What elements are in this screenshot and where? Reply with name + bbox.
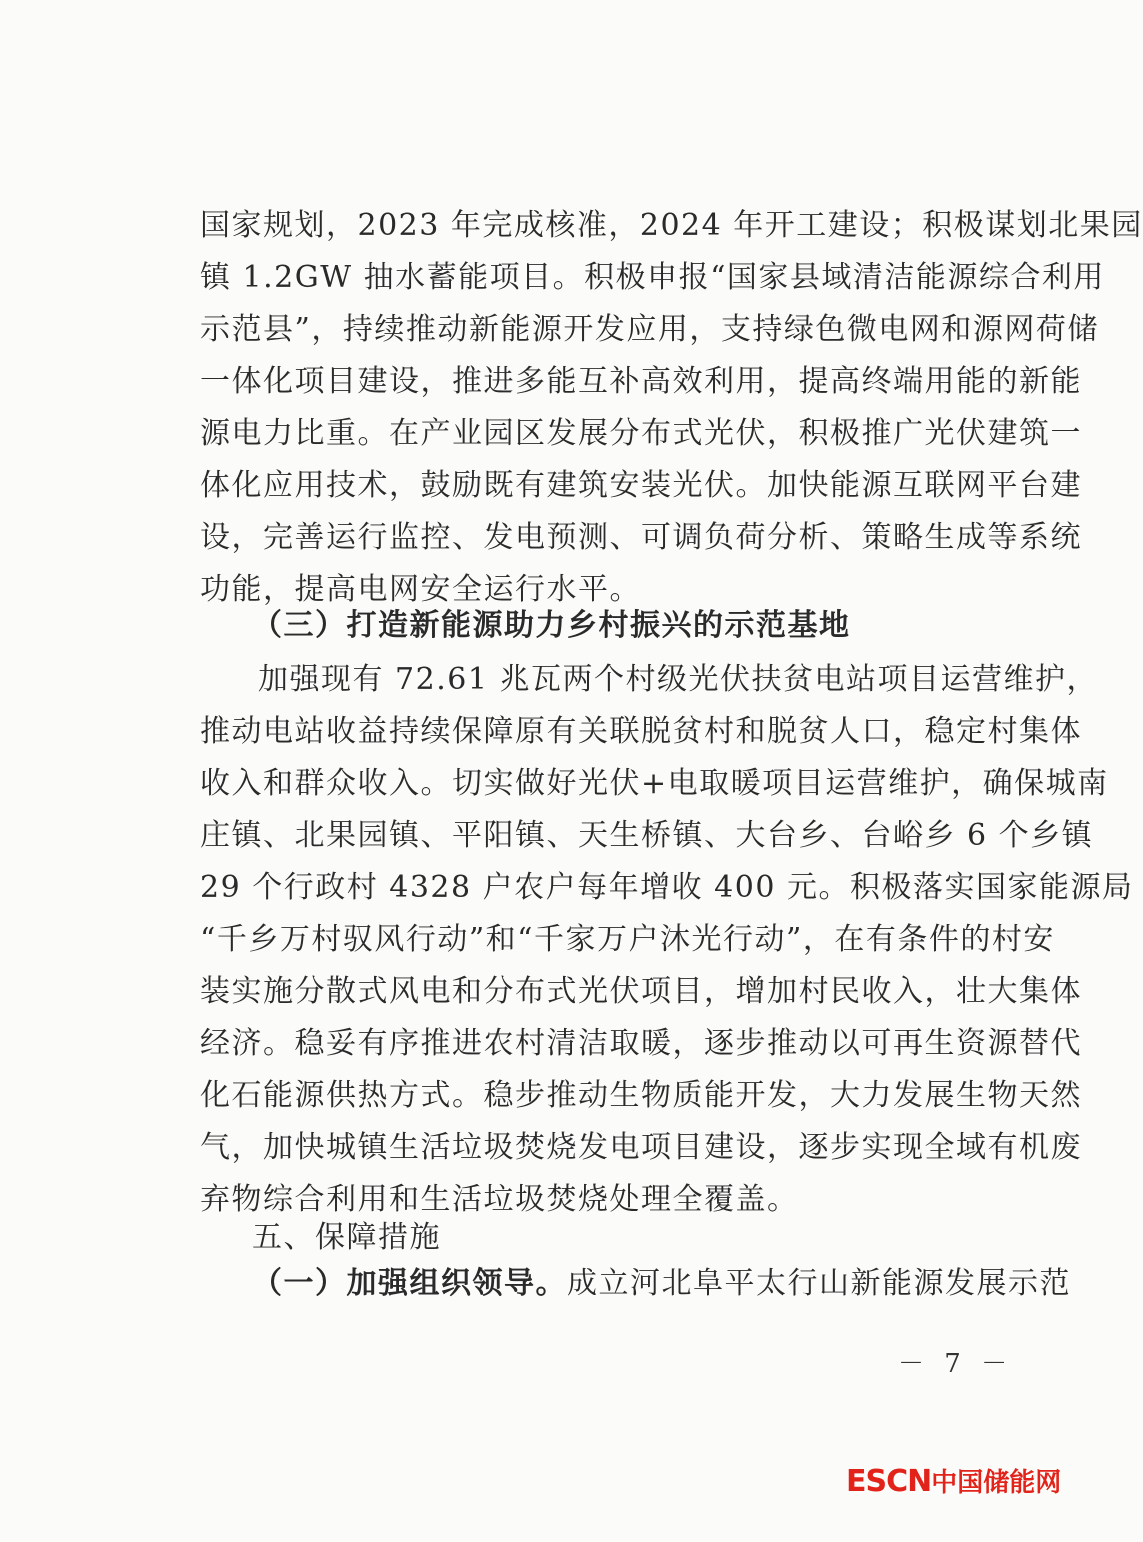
watermark-logo	[846, 1462, 1066, 1502]
body-line-6: 体化应用技术，鼓励既有建筑安装光伏。加快能源互联网平台建	[200, 468, 1082, 503]
body-line-2: 镇 1.2GW 抽水蓄能项目。积极申报“国家县域清洁能源综合利用	[200, 260, 1105, 295]
body-line-13: 庄镇、北果园镇、平阳镇、天生桥镇、大台乡、台峪乡 6 个乡镇	[200, 818, 1094, 853]
body-line-1: 国家规划，2023 年完成核准，2024 年开工建设；积极谋划北果园	[200, 208, 1143, 243]
section-heading-3: （三）打造新能源助力乡村振兴的示范基地	[252, 608, 851, 643]
body-line-10: 加强现有 72.61 兆瓦两个村级光伏扶贫电站项目运营维护，	[258, 662, 1098, 697]
watermark-brand-en: ESCN	[846, 1464, 932, 1499]
body-line-7: 设，完善运行监控、发电预测、可调负荷分析、策略生成等系统	[200, 520, 1082, 555]
body-line-8: 功能，提高电网安全运行水平。	[200, 572, 641, 607]
subsection-heading-1: （一）加强组织领导。	[252, 1266, 567, 1301]
body-line-last	[252, 1264, 1071, 1304]
body-line-5: 源电力比重。在产业园区发展分布式光伏，积极推广光伏建筑一	[200, 416, 1082, 451]
body-line-11: 推动电站收益持续保障原有关联脱贫村和脱贫人口，稳定村集体	[200, 714, 1082, 749]
chapter-heading-5: 五、保障措施	[252, 1220, 441, 1255]
body-line-last-text: 成立河北阜平太行山新能源发展示范	[567, 1266, 1071, 1301]
body-line-19: 气，加快城镇生活垃圾焚烧发电项目建设，逐步实现全域有机废	[200, 1130, 1082, 1165]
body-line-4: 一体化项目建设，推进多能互补高效利用，提高终端用能的新能	[200, 364, 1082, 399]
body-line-16: 装实施分散式风电和分布式光伏项目，增加村民收入，壮大集体	[200, 974, 1082, 1009]
body-line-17: 经济。稳妥有序推进农村清洁取暖，逐步推动以可再生资源替代	[200, 1026, 1082, 1061]
body-line-20: 弃物综合利用和生活垃圾焚烧处理全覆盖。	[200, 1182, 799, 1217]
body-line-3: 示范县”，持续推动新能源开发应用，支持绿色微电网和源网荷储	[200, 312, 1099, 347]
watermark-brand-cn: 中国储能网	[931, 1468, 1062, 1498]
body-line-12: 收入和群众收入。切实做好光伏+电取暖项目运营维护，确保城南	[200, 766, 1109, 801]
body-line-18: 化石能源供热方式。稳步推动生物质能开发，大力发展生物天然	[200, 1078, 1082, 1113]
body-line-15: “千乡万村驭风行动”和“千家万户沐光行动”，在有条件的村安	[200, 922, 1055, 957]
body-line-14: 29 个行政村 4328 户农户每年增收 400 元。积极落实国家能源局	[200, 870, 1134, 905]
page-number: － 7 －	[898, 1349, 1014, 1379]
